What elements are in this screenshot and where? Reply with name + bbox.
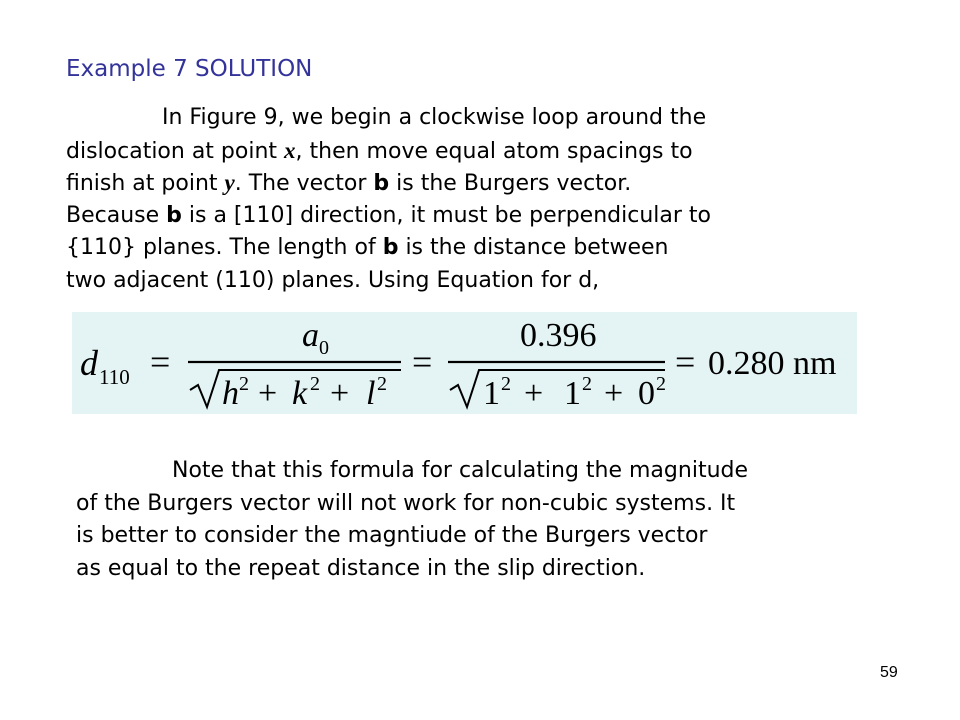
- paragraph-line: of the Burgers vector will not work for non-cubic systems. It: [76, 490, 736, 516]
- numerator-value: 0.396: [520, 317, 597, 354]
- variable-x: x: [284, 137, 296, 163]
- den-l: l: [366, 375, 376, 412]
- slide-title: Example 7 SOLUTION: [66, 56, 313, 82]
- den-plus: +: [258, 375, 278, 412]
- den-k: k: [292, 375, 308, 412]
- variable-y: y: [224, 170, 235, 196]
- page-number: 59: [880, 664, 898, 681]
- paragraph-line: {110} planes. The length of b is the distance between: [66, 235, 669, 261]
- den-one: 1: [483, 375, 500, 412]
- den-plus: +: [330, 375, 350, 412]
- den-plus: +: [604, 375, 624, 412]
- paragraph-line: is better to consider the magntiude of the Burgers vector: [76, 523, 708, 549]
- den-plus: +: [524, 375, 544, 412]
- bold-b: b: [382, 235, 399, 261]
- numerator-subscript: 0: [319, 337, 329, 359]
- equation-box: [72, 312, 857, 414]
- den-exp: 2: [239, 373, 249, 395]
- equals-sign: =: [412, 342, 433, 382]
- equation-svg: [72, 312, 857, 414]
- den-zero: 0: [638, 375, 655, 412]
- paragraph-line: finish at point y. The vector b is the Burgers vector.: [66, 170, 632, 197]
- den-h: h: [222, 375, 239, 412]
- paragraph-line: dislocation at point x, then move equal atom spacings to: [66, 137, 693, 164]
- equals-sign: =: [150, 342, 171, 382]
- den-exp: 2: [582, 373, 592, 395]
- note-paragraph: [76, 455, 748, 585]
- paragraph-line: two adjacent (110) planes. Using Equation for d,: [66, 267, 600, 293]
- paragraph-line: as equal to the repeat distance in the slip direction.: [76, 555, 646, 581]
- equals-sign: =: [675, 342, 696, 382]
- paragraph-line: Because b is a [110] direction, it must be perpendicular to: [66, 202, 711, 228]
- den-exp: 2: [501, 373, 511, 395]
- lhs-subscript: 110: [99, 365, 130, 389]
- numerator-a: a: [302, 317, 319, 354]
- paragraph-line: Note that this formula for calculating the magnitude: [172, 458, 749, 483]
- lhs-variable: d: [80, 343, 98, 383]
- den-exp: 2: [656, 373, 666, 395]
- den-one: 1: [564, 375, 581, 412]
- paragraph-line: In Figure 9, we begin a clockwise loop around the: [162, 105, 707, 130]
- den-exp: 2: [310, 373, 320, 395]
- den-exp: 2: [377, 373, 387, 395]
- result-value: 0.280 nm: [708, 345, 837, 382]
- bold-b: b: [166, 202, 182, 228]
- solution-paragraph: [66, 102, 711, 298]
- bold-b: b: [373, 171, 390, 197]
